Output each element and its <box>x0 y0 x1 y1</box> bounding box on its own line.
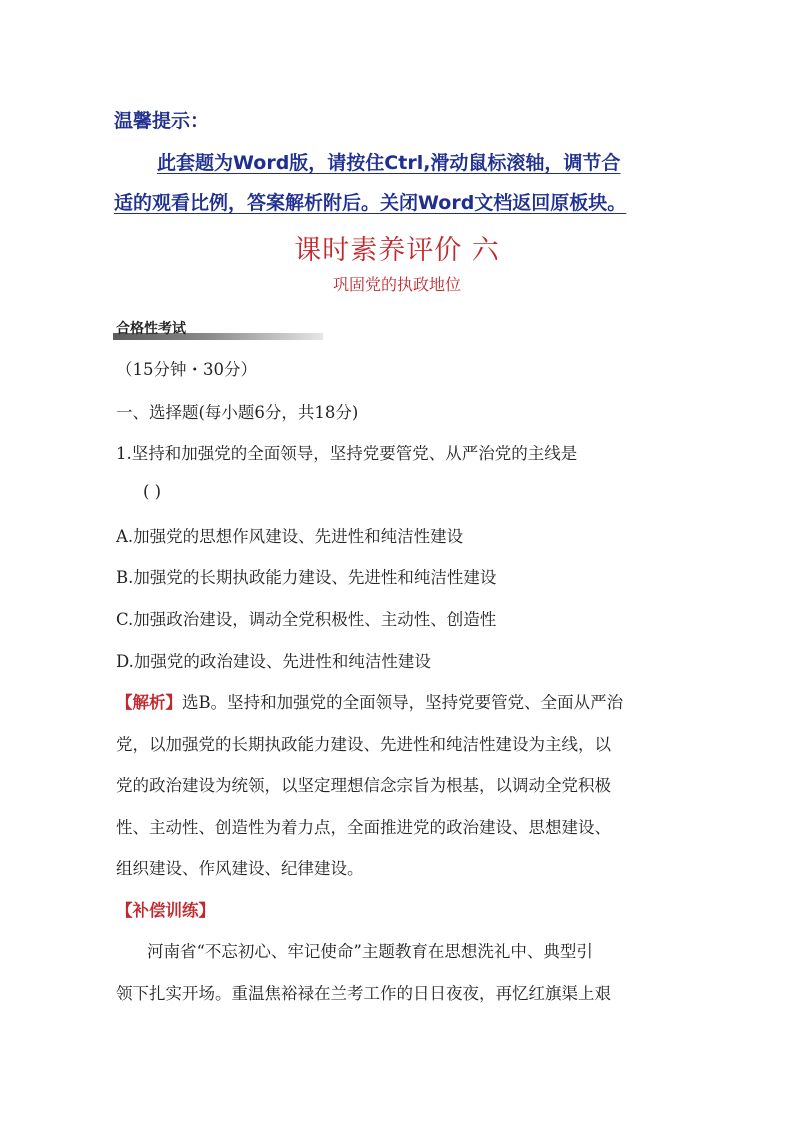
part-heading: 一、选择题(每小题6分，共18分) <box>116 403 359 422</box>
section-tag <box>113 318 323 340</box>
notice-line-1: 此套题为Word版，请按住Ctrl,滑动鼠标滚轴，调节合 <box>157 152 621 174</box>
answer-blank: ( ) <box>143 482 162 501</box>
question-stem: 1.坚持和加强党的全面领导，坚持党要管党、从严治党的主线是 <box>116 444 578 463</box>
analysis-text: 选B。坚持和加强党的全面领导，坚持党要管党、全面从严治 <box>182 693 624 712</box>
analysis-line-2: 党，以加强党的长期执政能力建设、先进性和纯洁性建设为主线，以 <box>116 735 611 754</box>
supplement-tag: 【补偿训练】 <box>116 901 215 920</box>
notice-line-2: 适的观看比例，答案解析附后。关闭Word文档返回原板块。 <box>114 192 627 214</box>
analysis-line-5: 组织建设、作风建设、纪律建设。 <box>116 859 364 878</box>
supplement-line-1: 河南省“不忘初心、牢记使命”主题教育在思想洗礼中、典型引 <box>147 942 593 961</box>
document-title: 课时素养评价 六 <box>294 235 500 266</box>
analysis-line-3: 党的政治建设为统领，以坚定理想信念宗旨为根基，以调动全党积极 <box>116 776 611 795</box>
time-score: （15分钟・30分） <box>116 360 257 379</box>
supplement-line-2: 领下扎实开场。重温焦裕禄在兰考工作的日日夜夜，再忆红旗渠上艰 <box>116 984 611 1003</box>
section-tag-label: 合格性考试 <box>116 321 186 337</box>
analysis-tag: 【解析】 <box>116 693 182 712</box>
document-subtitle: 巩固党的执政地位 <box>332 275 461 294</box>
option-b: B.加强党的长期执政能力建设、先进性和纯洁性建设 <box>116 568 497 587</box>
option-c: C.加强政治建设，调动全党积极性、主动性、创造性 <box>116 610 497 629</box>
notice-heading: 温馨提示： <box>114 110 210 132</box>
option-d: D.加强党的政治建设、先进性和纯洁性建设 <box>116 652 431 671</box>
analysis-line-4: 性、主动性、创造性为着力点，全面推进党的政治建设、思想建设、 <box>116 818 611 837</box>
option-a: A.加强党的思想作风建设、先进性和纯洁性建设 <box>116 527 464 546</box>
analysis-line-1 <box>116 689 623 713</box>
